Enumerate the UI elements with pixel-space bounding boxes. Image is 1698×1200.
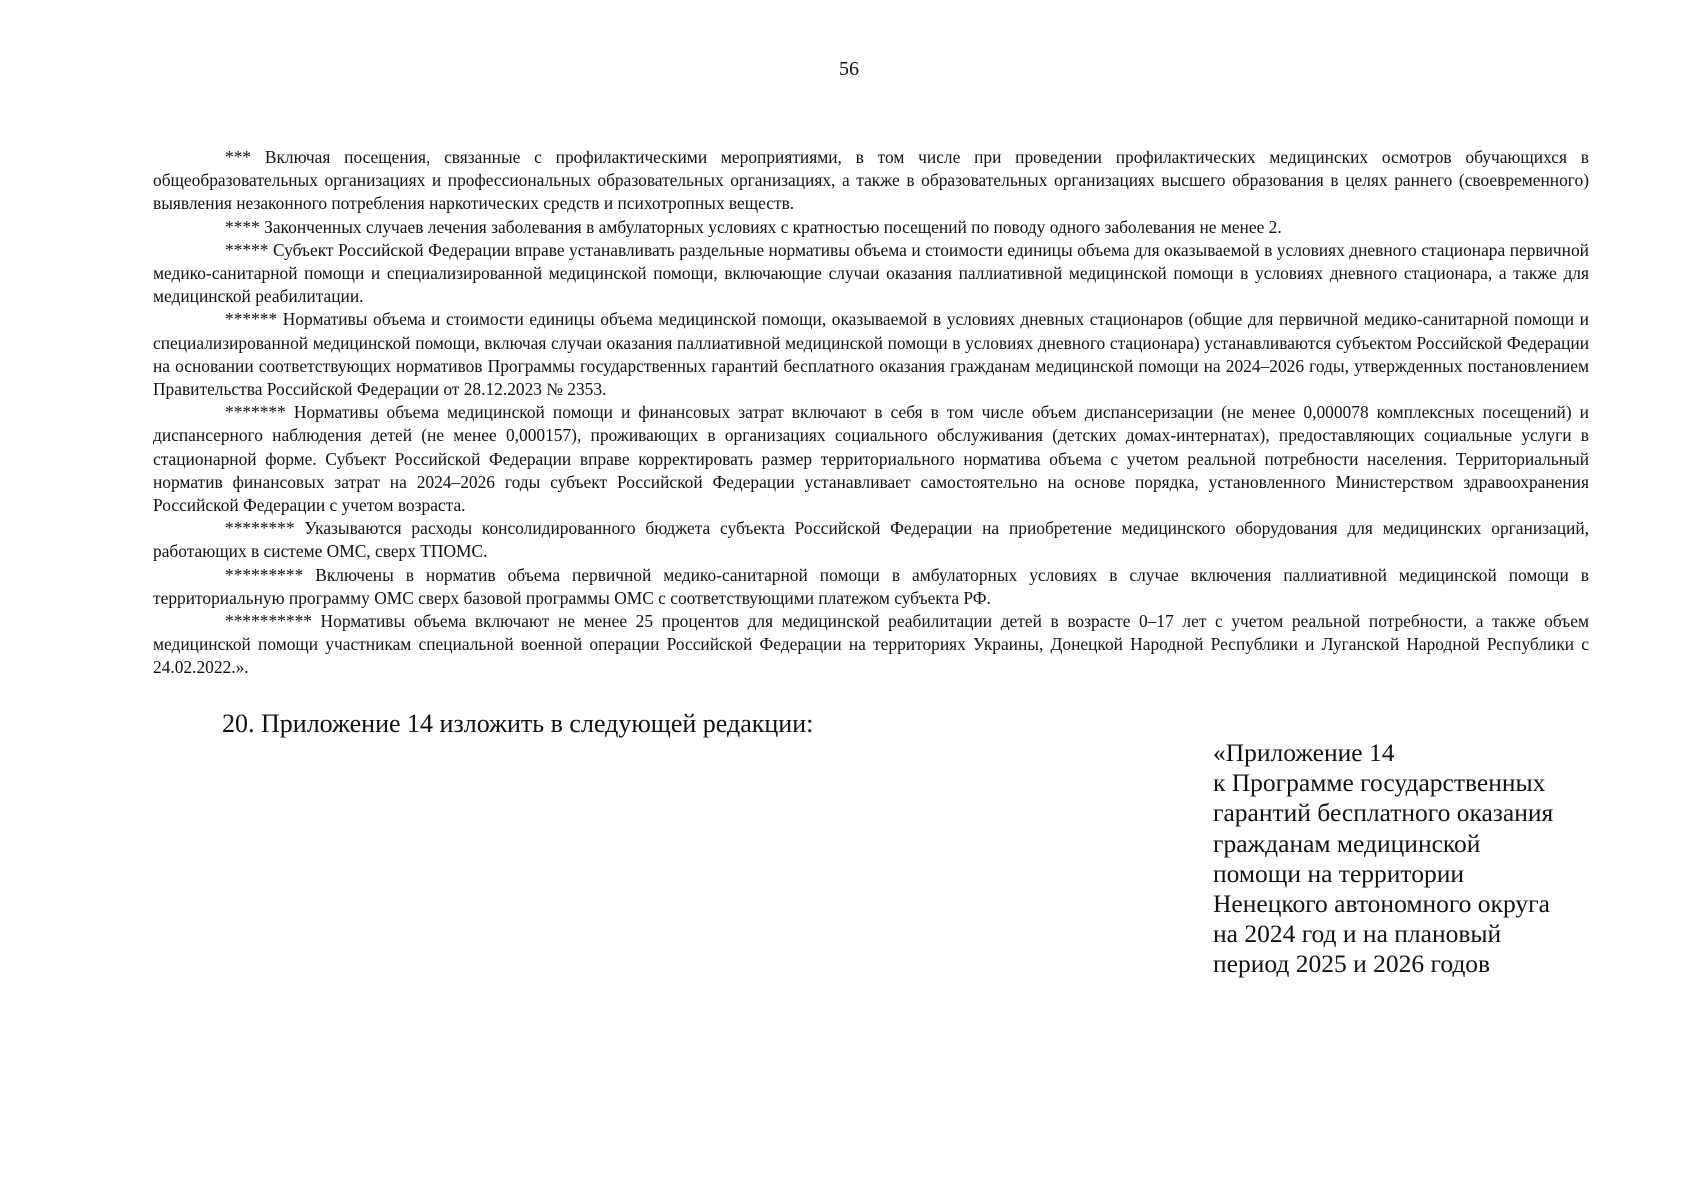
footnotes-block — [153, 146, 1589, 680]
footnote-3-asterisks: *** Включая посещения, связанные с профилактическими мероприятиями, в том числе при проведении профилактических медицинских осмотров обучающихся в общеобразовательных организациях и профессиональных образовательных организациях, а также в образовательных организациях высшего образования в целях раннего (своевременного) выявления незаконного потребления наркотических средств и психотропных веществ. — [153, 147, 1589, 214]
appendix-header-line: к Программе государственных — [1213, 768, 1546, 798]
page-number: 56 — [839, 58, 859, 80]
appendix-header-line: «Приложение 14 — [1213, 738, 1395, 767]
footnote-9-asterisks: ********* Включены в норматив объема первичной медико-санитарной помощи в амбулаторных условиях в случае включения паллиативной медицинской помощи в территориальную программу ОМС сверх базовой программы ОМС с соответствующими платежом субъекта РФ. — [153, 564, 1589, 608]
footnote-5-asterisks: ***** Субъект Российской Федерации вправе устанавливать раздельные нормативы объема и стоимости единицы объема для оказываемой в условиях дневного стационара первичной медико-санитарной помощи и специализированной медицинской помощи, включающие случаи оказания паллиативной медицинской помощи в условиях дневного стационара, а также для медицинской реабилитации. — [153, 239, 1589, 307]
appendix-header-line: на 2024 год и на плановый — [1213, 919, 1502, 949]
appendix-header — [1213, 738, 1633, 980]
footnote-8-asterisks: ******** Указываются расходы консолидированного бюджета субъекта Российской Федерации на приобретение медицинского оборудования для медицинских организаций, работающих в системе ОМС, сверх ТПОМС. — [153, 518, 1589, 562]
footnote-4-asterisks: **** Законченных случаев лечения заболевания в амбулаторных условиях с кратностью посещений по поводу одного заболевания не менее 2. — [225, 216, 1282, 237]
appendix-header-line: период 2025 и 2026 годов — [1213, 949, 1491, 979]
amendment-paragraph: 20. Приложение 14 изложить в следующей редакции: — [222, 709, 814, 738]
footnote-6-asterisks: ****** Нормативы объема и стоимости единицы объема медицинской помощи, оказываемой в условиях дневных стационаров (общие для первичной медико-санитарной помощи и специализированной медицинской помощи, включая случаи оказания паллиативной медицинской помощи в условиях дневного стационара) устанавливаются субъектом Российской Федерации на основании соответствующих нормативов Программы государственных гарантий бесплатного оказания гражданам медицинской помощи на 2024–2026 годы, утвержденных постановлением Правительства Российской Федерации от 28.12.2023 № 2353. — [153, 309, 1589, 400]
footnote-7-asterisks: ******* Нормативы объема медицинской помощи и финансовых затрат включают в себя в том числе объем диспансеризации (не менее 0,000078 комплексных посещений) и диспансерного наблюдения детей (не менее 0,000157), проживающих в организациях социального обслуживания (детских домах-интернатах), предоставляющих социальные услуги в стационарной форме. Субъект Российской Федерации вправе корректировать размер территориального норматива объема с учетом реальной потребности населения. Территориальный норматив финансовых затрат на 2024–2026 годы субъект Российской Федерации устанавливает самостоятельно на основе порядка, установленного Министерством здравоохранения Российской Федерации с учетом возраста. — [153, 402, 1589, 516]
appendix-header-line: гражданам медицинской — [1213, 828, 1481, 858]
footnote-10-asterisks: ********** Нормативы объема включают не менее 25 процентов для медицинской реабилитации детей в возрасте 0–17 лет с учетом реальной потребности, а также объем медицинской помощи участникам специальной военной операции Российской Федерации на территориях Украины, Донецкой Народной Республики и Луганской Народной Республики с 24.02.2022.». — [153, 611, 1589, 678]
appendix-header-line: гарантий бесплатного оказания — [1213, 798, 1554, 828]
appendix-header-line: помощи на территории — [1213, 858, 1465, 888]
appendix-header-line: Ненецкого автономного округа — [1213, 889, 1550, 919]
